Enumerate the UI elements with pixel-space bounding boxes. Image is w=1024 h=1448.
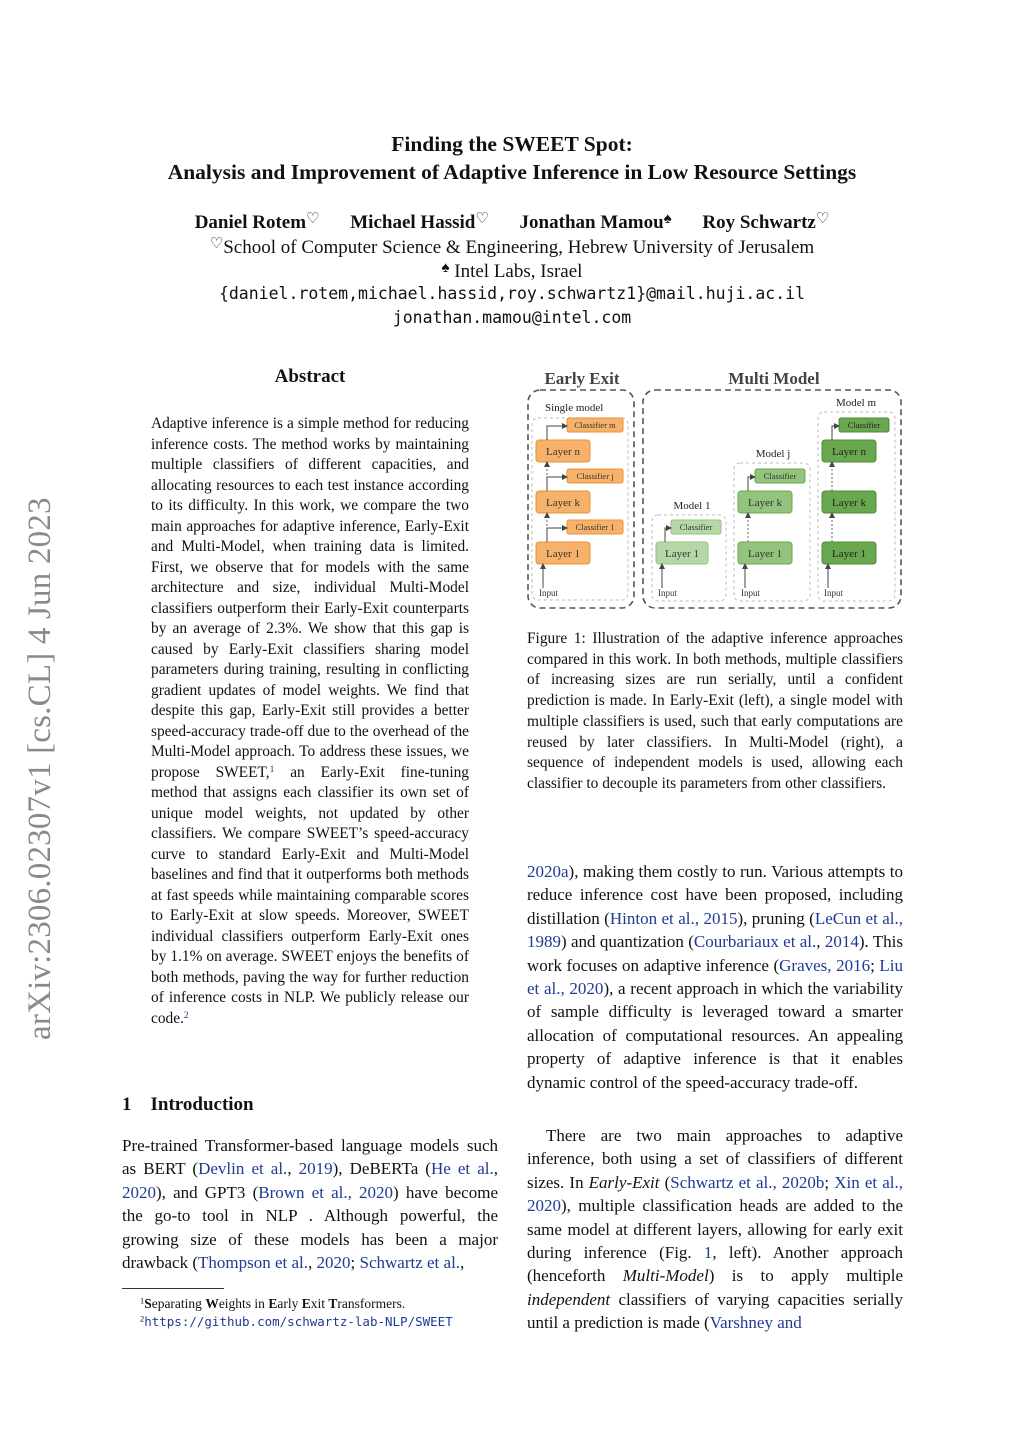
model-j-layer-k-label: Layer k (748, 497, 782, 509)
paper-title-line2: Analysis and Improvement of Adaptive Inference in Low Resource Settings (167, 160, 857, 184)
introduction-paragraph-1-continued: 2020a), making them costly to run. Various attempts to reduce inference cost have been proposed, including distillation (Hinton et al., 2015), pruning (LeCun et al., 1989) and quantization (Courbariaux et al., 2014). This work focuses on adaptive inference (Graves, 2016; Liu et al., 2020), a recent approach in which the variability of sample difficulty is leveraged toward a smarter allocation of computational resources. An appealing property of adaptive inference is that it enables dynamic control of the speed-accuracy trade-off. (527, 862, 904, 1092)
introduction-paragraph-1: Pre-trained Transformer-based language models such as BERT (Devlin et al., 2019), DeBERTa (He et al., 2020), and GPT3 (Brown et al., 2020) have become the go-to tool in NLP . Although powerful, the growing size of these models has been a major drawback (Thompson et al., 2020; Schwartz et al., (122, 1136, 498, 1273)
model-m-layer-1-label: Layer 1 (832, 548, 866, 560)
input-label-early: Input (539, 588, 558, 598)
model-m-input-label: Input (824, 588, 843, 598)
model-j-classifier-label: Classifier (763, 471, 797, 481)
footnote-2: $^2$https://github.com/schwartz-lab-NLP/SWEET (140, 1314, 453, 1329)
email-huji: {daniel.rotem,michael.hassid,roy.schwartz1}@mail.huji.ac.il (218, 284, 806, 303)
citation-devlin-year[interactable]: 2019 (298, 1159, 333, 1179)
code-repository-link[interactable]: https://github.com/schwartz-lab-NLP/SWEET (144, 1314, 453, 1329)
section-heading-introduction: 1 Introduction (122, 1094, 254, 1115)
classifier-j-label: Classifier j (576, 471, 614, 481)
citation-schwartz-year[interactable]: 2020a (527, 862, 569, 881)
citation-he-year[interactable]: 2020 (122, 1182, 156, 1202)
label-multi-model: Multi Model (728, 369, 820, 388)
figure-1-caption: Figure 1: Illustration of the adaptive inference approaches compared in this work. In both methods, multiple classifiers of increasing sizes are run serially, until a confident prediction is made. In Early-Exit (left), a single model with multiple classifiers is used, such that early computations are reused by later classifiers. In Multi-Model (right), a sequence of independent models is used, allowing each classifier to decouple its parameters from other classifiers. (527, 630, 903, 792)
label-model-j: Model j (755, 448, 791, 460)
model-m-layer-k-label: Layer k (832, 497, 866, 509)
abstract-body: Adaptive inference is a simple method for reducing inference costs. The method works by maintaining multiple classifiers of different capacities, and allocating resources to each test instance according to its difficulty. In this work, we compare the two main approaches for adaptive inference, Early-Exit and Multi-Model, when training data is limited. First, we observe that for models with the same architecture and size, individual Multi-Model classifiers outperform their Early-Exit counterparts by an average of 2.3%. We show that this gap is caused by Early-Exit classifiers sharing model parameters during training, resulting in conflicting gradient updates of model weights. We find that despite this gap, Early-Exit still provides a better speed-accuracy trade-off due to the overhead of the Multi-Model approach. To address these issues, we propose SWEET,$^1$ an Early-Exit fine-tuning method that assigns each classifier its own set of unique model weights, not updated by other classifiers. We compare SWEET’s speed-accuracy curve to standard Early-Exit and Multi-Model baselines and find that it outperforms both methods at fast speeds while maintaining comparable scores to Early-Exit at slow speeds. Moreover, SWEET individual classifiers outperform Early-Exit ones by 1.1% on average. SWEET enjoys the benefits of both methods, paving the way for further reduction of inference costs in NLP. We publicly release our code.$^2$ (151, 415, 469, 1027)
citation-schwartz-b[interactable]: Schwartz et al., 2020b (670, 1172, 825, 1192)
introduction-paragraph-2: There are two main approaches to adaptive inference, both using a set of classifiers of different sizes. In Early-Exit (Schwartz et al., 2020b; Xin et al., 2020), multiple classification heads are added to the same model at different layers, allowing for early exit during inference (Fig. 1, left). Another approach (henceforth Multi-Model) is to apply multiple independent classifiers of varying capacities serially until a prediction is made (Varshney and (527, 1126, 904, 1333)
author-2: Michael Hassid♡ (350, 211, 489, 233)
label-single-model: Single model (545, 402, 604, 414)
model-1-input-label: Input (658, 588, 677, 598)
model-1-layer-1-label: Layer 1 (665, 548, 699, 560)
citation-he[interactable]: He et al. (430, 1159, 494, 1179)
affiliation-huji: ♡School of Computer Science & Engineering, Hebrew University of Jerusalem (209, 236, 815, 258)
affiliation-intel: ♠ Intel Labs, Israel (441, 260, 583, 282)
label-model-m: Model m (835, 397, 877, 409)
arxiv-identifier: arXiv:2306.02307v1 [cs.CL] 4 Jun 2023 (22, 497, 58, 1040)
model-1-classifier-label: Classifier (679, 522, 713, 532)
author-4: Roy Schwartz♡ (702, 211, 830, 233)
email-intel: jonathan.mamou@intel.com (392, 308, 632, 327)
author-3: Jonathan Mamou♠ (519, 211, 672, 233)
model-j-input-label: Input (741, 588, 760, 598)
citation-liu[interactable]: Liu et al., 2020 (527, 955, 903, 999)
model-m-layer-n-label: Layer n (832, 446, 866, 458)
citation-hinton[interactable]: Hinton et al., 2015 (609, 908, 738, 928)
model-j-layer-1-label: Layer 1 (748, 548, 782, 560)
citation-devlin[interactable]: Devlin et al. (198, 1159, 288, 1179)
figure-1-diagram (525, 366, 905, 614)
figure-1-reference[interactable]: 1 (703, 1243, 713, 1263)
citation-courbariaux[interactable]: Courbariaux et al. (693, 932, 817, 952)
author-1: Daniel Rotem♡ (194, 211, 320, 233)
citation-thompson-year[interactable]: 2020 (316, 1253, 351, 1273)
label-early-exit: Early Exit (544, 369, 620, 388)
citation-schwartz[interactable]: Schwartz et al. (359, 1253, 461, 1273)
model-m-classifier-label: Classifier (847, 420, 881, 430)
layer-1-label: Layer 1 (546, 548, 580, 560)
citation-varshney[interactable]: Varshney and (709, 1313, 802, 1333)
classifier-1-label: Classifier 1 (575, 522, 615, 532)
citation-graves[interactable]: Graves, 2016 (779, 955, 871, 975)
paper-title-line1: Finding the SWEET Spot: (391, 132, 633, 156)
citation-courbariaux-year[interactable]: 2014 (824, 932, 859, 952)
footnote-ref-2[interactable]: 2 (183, 1009, 189, 1021)
citation-thompson[interactable]: Thompson et al. (198, 1253, 309, 1273)
citation-lecun[interactable]: LeCun et al., 1989 (527, 908, 904, 952)
classifier-m-label: Classifier m (574, 420, 616, 430)
abstract-heading: Abstract (274, 366, 346, 387)
layer-k-label: Layer k (546, 497, 580, 509)
footnote-1: $^1$Separating Weights in Early Exit Transformers. (140, 1296, 406, 1311)
footnote-divider (122, 1288, 224, 1289)
author-list (0, 207, 1024, 235)
label-model-1: Model 1 (673, 500, 711, 512)
layer-n-label: Layer n (546, 446, 580, 458)
footnote-ref-1[interactable]: 1 (269, 763, 275, 775)
citation-xin[interactable]: Xin et al., 2020 (527, 1172, 903, 1216)
citation-brown[interactable]: Brown et al., 2020 (258, 1182, 394, 1202)
